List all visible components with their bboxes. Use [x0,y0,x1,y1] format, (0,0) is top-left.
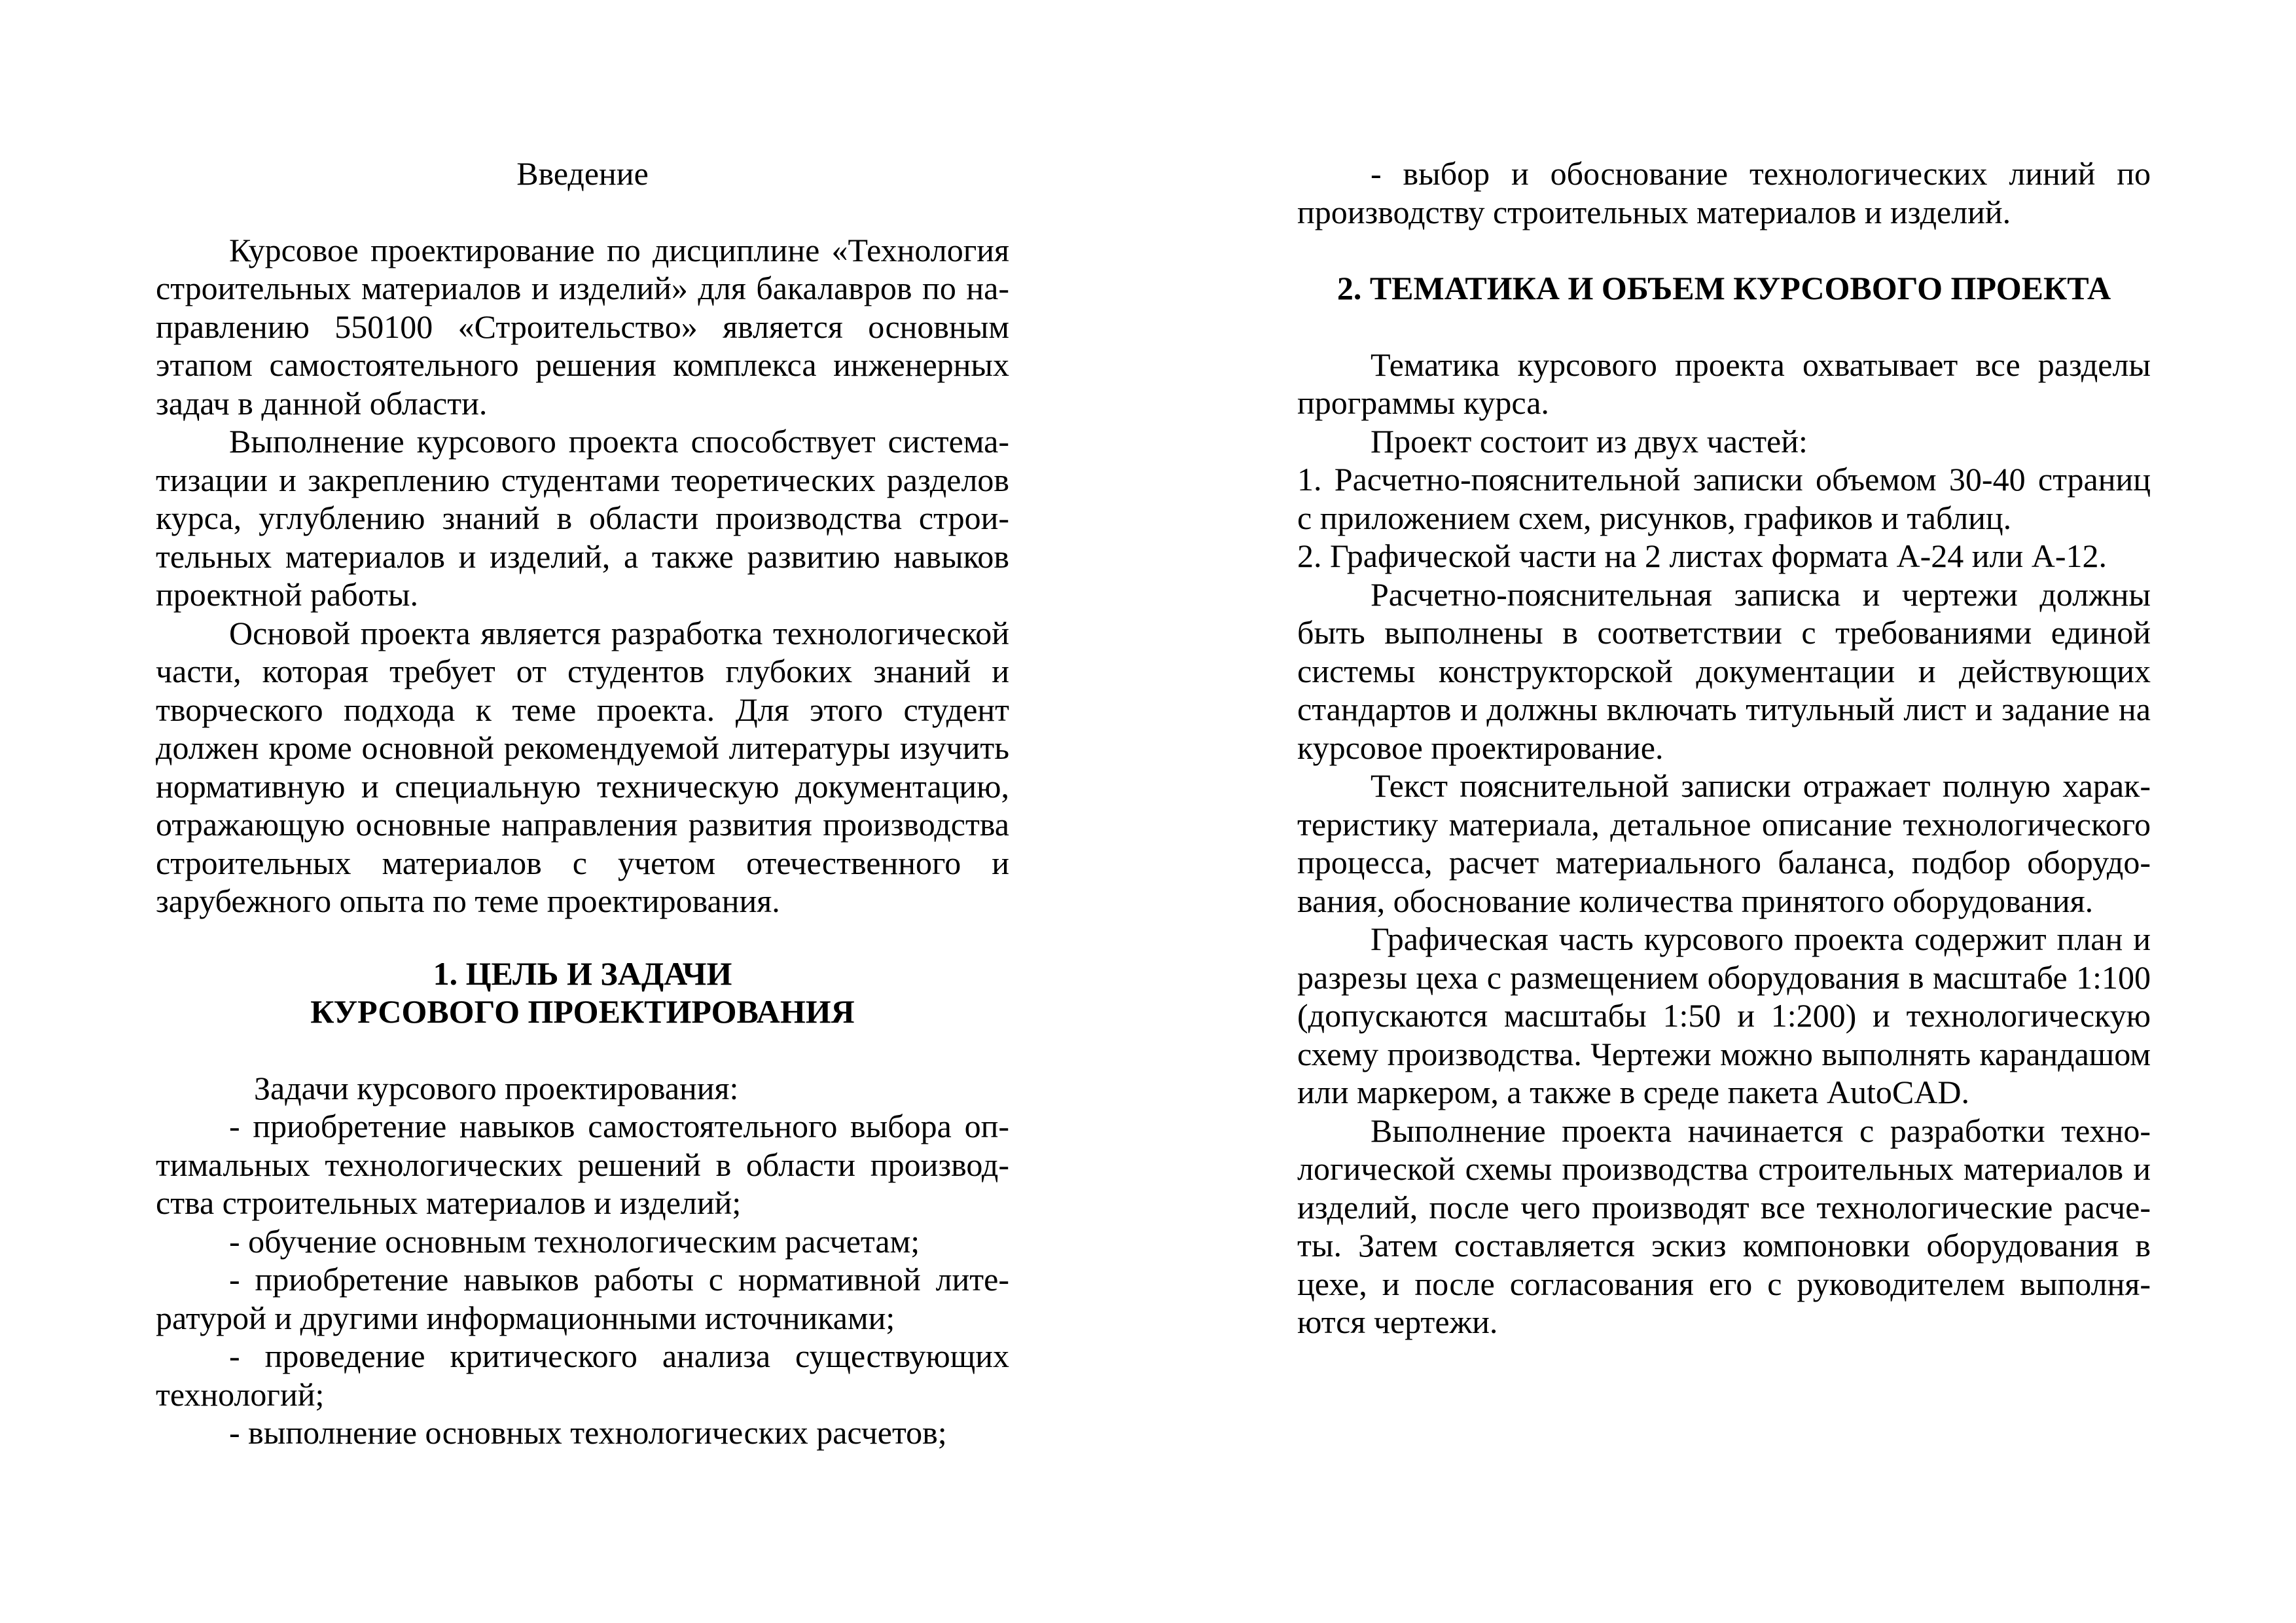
task-item-4: - проведение критического анализа существующих технологий; [156,1338,1009,1413]
section-2-paragraph-4: Текст пояснительной записки отражает полную характеристику материала, детальное описание технологического процесса, расчет материального баланса, подбор оборудования, обоснование количества принятого оборудования. [1297,767,2151,919]
intro-paragraph-2: Выполнение курсового проекта способствует систематизации и закреплению студентами теоретических разделов курса, углублению знаний в области производства строительных материалов и изделий, а также развитию навыков проектной работы. [156,423,1009,613]
section-2-paragraph-6: Выполнение проекта начинается с разработки технологической схемы производства строительных материалов и изделий, после чего производят все технологические расчеты. Затем составляется эскиз компоновки оборудования в цехе, и после согласования его с руководителем выполняются чертежи. [1297,1112,2151,1340]
section-1-heading [156,955,1009,1031]
numbered-item-2: 2. Графической части на 2 листах формата А-24 или А-12. [1297,538,2108,574]
section-2-paragraph-5: Графическая часть курсового проекта содержит план и разрезы цеха с размещением оборудования в масштабе 1:100 (допускаются масштабы 1:50 и 1:200) и технологическую схему производства. Чертежи можно выполнять карандашом или маркером, а также в среде пакета AutoCAD. [1297,921,2151,1110]
task-item-2: - обучение основным технологическим расчетам; [229,1222,920,1260]
section-2-paragraph-3: Расчетно-пояснительная записка и чертежи должны быть выполнены в соответствии с требованиями единой системы конструкторской документации и действующих стандартов и должны включать титульный лист и задание на курсовое проектирование. [1297,575,2151,766]
task-item-1: - приобретение навыков самостоятельного выбора оптимальных технологических решений в области производства строительных материалов и изделий; [156,1108,1009,1221]
section-2-paragraph-1: Тематика курсового проекта охватывает все разделы программы курса. [1297,346,2151,421]
section-2-heading: 2. ТЕМАТИКА И ОБЪЕМ КУРСОВОГО ПРОЕКТА [1336,270,2111,306]
section-2-paragraph-2: Проект состоит из двух частей: [1371,422,1808,460]
intro-paragraph-1: Курсовое проектирование по дисциплине «Технология строительных материалов и изделий» для бакалавров по направлению 550100 «Строительство» является основным этапом самостоятельного решения комплекса инженерных задач в данной области. [156,231,1009,422]
intro-title: Введение [516,155,649,192]
numbered-item-1: 1. Расчетно-пояснительной записки объемом 30-40 страниц с приложением схем, рисунков, графиков и таблиц. [1297,461,2151,536]
intro-paragraph-3: Основой проекта является разработка технологической части, которая требует от студентов глубоких знаний и творческого подхода к теме проекта. Для этого студент должен кроме основной рекомендуемой литературы изучить нормативную и специальную техническую документацию, отражающую основные направления развития производства строительных материалов с учетом отечественного и зарубежного опыта по теме проектирования. [156,614,1009,919]
task-item-6: - выбор и обоснование технологических линий по производству строительных материалов и изделий. [1297,155,2151,230]
section-1-heading-line-1: 1. ЦЕЛЬ И ЗАДАЧИ [433,955,732,992]
left-page [156,155,1009,1452]
task-item-3: - приобретение навыков работы с нормативной литературой и другими информационными источниками; [156,1261,1009,1336]
section-1-heading-line-2: КУРСОВОГО ПРОЕКТИРОВАНИЯ [310,993,855,1030]
right-page [1297,155,2151,1341]
task-item-5: - выполнение основных технологических расчетов; [229,1414,947,1451]
tasks-lead: Задачи курсового проектирования: [254,1069,739,1106]
